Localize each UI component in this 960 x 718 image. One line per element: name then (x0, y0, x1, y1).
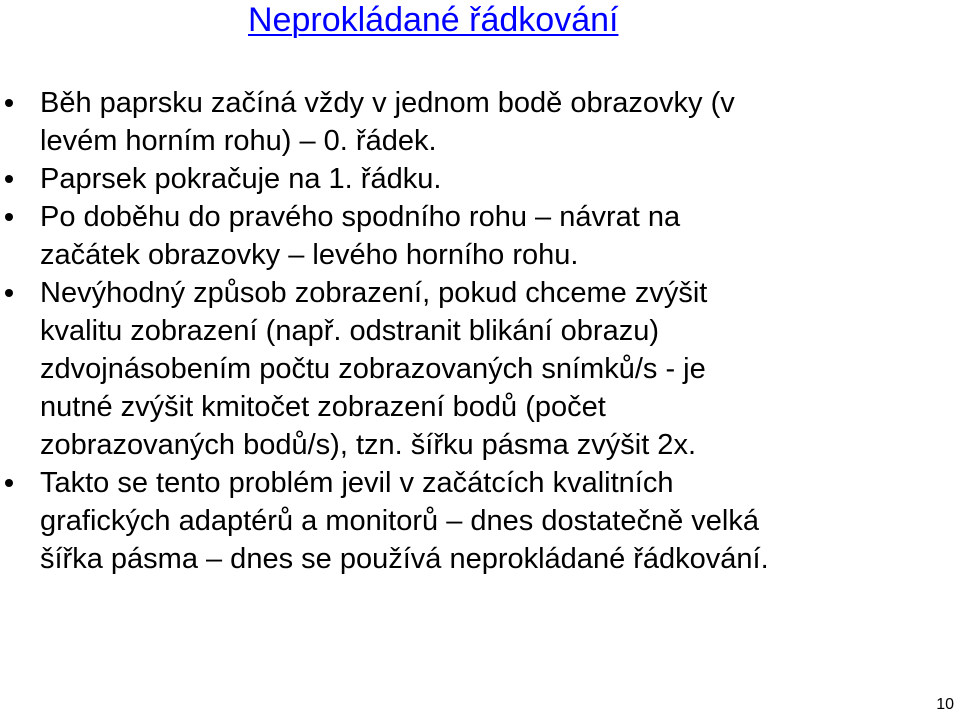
bullet-text-line: levém horním rohu) – 0. řádek. (40, 125, 437, 157)
bullet-item (0, 160, 958, 198)
bullet-dot-icon (5, 175, 13, 183)
bullet-text-line: zdvojnásobením počtu zobrazovaných snímků/s - je (40, 353, 706, 385)
bullet-dot-icon (5, 99, 13, 107)
page-number: 10 (936, 696, 954, 713)
bullet-item (0, 198, 958, 274)
bullet-text-line: zobrazovaných bodů/s), tzn. šířku pásma zvýšit 2x. (40, 429, 696, 461)
bullet-text-line: šířka pásma – dnes se používá neprokládané řádkování. (40, 543, 769, 575)
bullet-item (0, 84, 958, 160)
bullet-dot-icon (5, 213, 13, 221)
bullet-text-line: Běh paprsku začíná vždy v jednom bodě obrazovky (v (40, 87, 735, 119)
bullet-text-line: Nevýhodný způsob zobrazení, pokud chceme zvýšit (40, 277, 708, 309)
bullet-text-line: grafických adaptérů a monitorů – dnes dostatečně velká (40, 505, 759, 537)
slide-title: Neprokládané řádkování (248, 1, 619, 39)
bullet-dot-icon (5, 479, 13, 487)
bullet-item (0, 464, 958, 578)
bullet-text-line: začátek obrazovky – levého horního rohu. (40, 239, 579, 271)
bullet-text-line: kvalitu zobrazení (např. odstranit blikání obrazu) (40, 315, 659, 347)
bullet-text-line: nutné zvýšit kmitočet zobrazení bodů (počet (40, 391, 606, 423)
bullet-text-line: Paprsek pokračuje na 1. řádku. (40, 163, 442, 195)
bullet-list (0, 84, 958, 578)
bullet-item (0, 274, 958, 464)
bullet-text-line: Takto se tento problém jevil v začátcích kvalitních (40, 467, 674, 499)
bullet-dot-icon (5, 289, 13, 297)
bullet-text-line: Po doběhu do pravého spodního rohu – návrat na (40, 201, 681, 233)
